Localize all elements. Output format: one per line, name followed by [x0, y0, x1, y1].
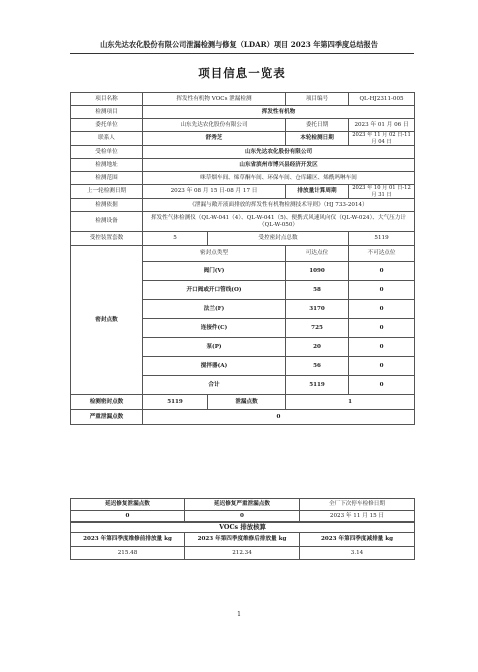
seal-unreachable: 0	[349, 319, 415, 338]
row-address	[71, 159, 415, 172]
value: 挥发性气体检测仪（QL-W-041（4）、QL-W-041（5)、便携式风速风向仪（QL-W-024）、大气压力计（QL-W-050）	[143, 212, 415, 232]
seal-reachable: 1090	[286, 262, 349, 281]
value: 2023 年 11 月 02 日-11 月 04 日	[349, 132, 415, 146]
header-rule	[70, 53, 414, 54]
value: 舒秀芝	[143, 132, 286, 146]
value: 2023 年 01 月 06 日	[349, 119, 415, 132]
label: 受检单位	[71, 146, 143, 159]
seal-reachable: 58	[286, 281, 349, 300]
value-delay-severe: 0	[185, 511, 300, 523]
seal-reachable: 20	[286, 338, 349, 357]
value: 挥发性有机物 VOCs 泄漏检测	[143, 93, 286, 106]
label: 检测范围	[71, 172, 143, 185]
project-info-table	[70, 92, 415, 425]
row-dates	[71, 185, 415, 199]
seal-type: 法兰(F)	[143, 300, 286, 319]
row-contact	[71, 132, 415, 146]
col-delay-severe: 延迟修复严重泄漏点数	[185, 499, 300, 511]
label: 上一轮检测日期	[71, 185, 143, 199]
label: 泄漏点数	[208, 395, 286, 410]
col-delay: 延迟修复泄漏点数	[71, 499, 185, 511]
vocs-title-row	[71, 522, 415, 533]
repair-header	[71, 499, 415, 511]
row-equipment	[71, 212, 415, 232]
page-header: 山东先达农化股份有限公司泄漏检测与修复（LDAR）项目 2023 年第四季度总结报告	[100, 40, 378, 49]
col-next-stop: 全厂下次停车检修日期	[300, 499, 415, 511]
seal-reachable: 3170	[286, 300, 349, 319]
vocs-header	[71, 533, 415, 547]
value-reduction: 3.14	[300, 547, 415, 560]
value-next-stop: 2023 年 11 月 15 日	[300, 511, 415, 523]
seal-type: 泵(P)	[143, 338, 286, 357]
value-before: 215.48	[71, 547, 185, 560]
label: 检测依据	[71, 199, 143, 212]
page-number: 1	[237, 611, 241, 618]
row-counts	[71, 232, 415, 246]
label: 排放量计算周期	[286, 185, 349, 199]
value: QL-HJ2311-005	[349, 93, 415, 106]
label: 检测项目	[71, 106, 143, 119]
seal-unreachable: 0	[349, 376, 415, 395]
value-delay: 0	[71, 511, 185, 523]
seal-unreachable: 0	[349, 357, 415, 376]
value: 2023 年 10 月 01 日-12 月 31 日	[349, 185, 415, 199]
col-reduction: 2023 年第四季度减排量 kg	[300, 533, 415, 547]
seal-reachable: 725	[286, 319, 349, 338]
col-before: 2023 年第四季度维修前排放量 kg	[71, 533, 185, 547]
seal-unreachable: 0	[349, 338, 415, 357]
label: 检测地址	[71, 159, 143, 172]
seal-type: 阀门(V)	[143, 262, 286, 281]
row-detect-summary	[71, 395, 415, 410]
repair-table	[70, 498, 415, 523]
value: 0	[143, 410, 415, 425]
vocs-title: VOCs 排放核算	[71, 522, 415, 533]
row-basis	[71, 199, 415, 212]
seal-type: 搅拌器(A)	[143, 357, 286, 376]
seal-reachable: 5119	[286, 376, 349, 395]
row-inspected-unit	[71, 146, 415, 159]
label: 联系人	[71, 132, 143, 146]
value: 2023 年 08 月 15 日-08 月 17 日	[143, 185, 286, 199]
value: 《泄漏与敞开液面排放的挥发性有机物检测技术导则》（HJ 733-2014）	[143, 199, 415, 212]
value: 5119	[143, 395, 208, 410]
col-unreachable: 不可达点位	[349, 246, 415, 262]
seal-group-label: 密封点数	[71, 246, 143, 395]
label: 检测密封点数	[71, 395, 143, 410]
col-type: 密封点类型	[143, 246, 286, 262]
label: 委托日期	[286, 119, 349, 132]
label: 检测设备	[71, 212, 143, 232]
seal-type: 开口阀或开口管线(O)	[143, 281, 286, 300]
seal-table-header	[71, 246, 415, 262]
seal-type: 连接件(C)	[143, 319, 286, 338]
value: 5	[143, 232, 208, 246]
col-after: 2023 年第四季度维修后排放量 kg	[185, 533, 300, 547]
row-client	[71, 119, 415, 132]
value: 咪草烟车间、烯草酮车间、环保车间、仓库罐区、烯酰吗啉车间	[143, 172, 415, 185]
row-inspection-item	[71, 106, 415, 119]
label: 受控密封点总数	[208, 232, 349, 246]
value: 1	[286, 395, 415, 410]
label: 本轮检测日期	[286, 132, 349, 146]
label: 委托单位	[71, 119, 143, 132]
vocs-table	[70, 521, 415, 560]
row-severe-leak	[71, 410, 415, 425]
row-scope	[71, 172, 415, 185]
seal-unreachable: 0	[349, 300, 415, 319]
seal-type: 合计	[143, 376, 286, 395]
value-after: 212.34	[185, 547, 300, 560]
value: 山东先达农化股份有限公司	[143, 119, 286, 132]
col-reachable: 可达点位	[286, 246, 349, 262]
label: 受控装置套数	[71, 232, 143, 246]
label: 项目编号	[286, 93, 349, 106]
value: 山东省滨州市博兴县经济开发区	[143, 159, 415, 172]
seal-reachable: 56	[286, 357, 349, 376]
label: 严重泄漏点数	[71, 410, 143, 425]
row-project-name	[71, 93, 415, 106]
value: 挥发性有机物	[143, 106, 415, 119]
doc-title: 项目信息一览表	[198, 66, 286, 80]
seal-unreachable: 0	[349, 281, 415, 300]
vocs-values	[71, 547, 415, 560]
seal-unreachable: 0	[349, 262, 415, 281]
value: 山东先达农化股份有限公司	[143, 146, 415, 159]
label: 项目名称	[71, 93, 143, 106]
value: 5119	[349, 232, 415, 246]
